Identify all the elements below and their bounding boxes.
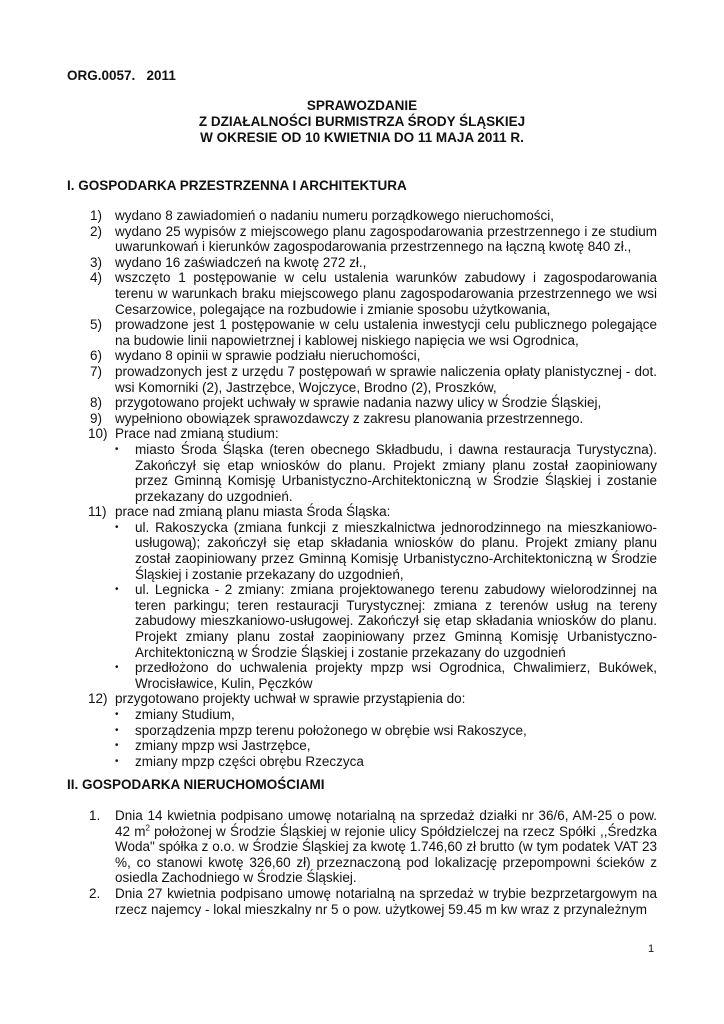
item-text: wszczęto 1 postępowanie w celu ustalenia warunków zabudowy i zagospodarowania terenu w warunkach braku miejscowego planu zagospodarowania przestrzennego we wsi Cesarzowice, polegające na rozbudowie i zmianie sposobu użytkowania, bbox=[115, 270, 657, 317]
item-number: 3) bbox=[90, 254, 103, 270]
bullet-text: zmiany mpzp części obrębu Rzeczyca bbox=[135, 753, 364, 769]
title-line-3: W OKRESIE OD 10 KWIETNIA DO 11 MAJA 2011 R. bbox=[200, 130, 524, 145]
section-heading-spatial-planning: I. GOSPODARKA PRZESTRZENNA I ARCHITEKTURA bbox=[67, 178, 407, 193]
bullet-icon: • bbox=[115, 755, 119, 767]
item-text: przygotowano projekt uchwały w sprawie nadania nazwy ulicy w Środzie Śląskiej, bbox=[115, 395, 602, 411]
list-item bbox=[67, 364, 657, 395]
bullet-item bbox=[115, 707, 657, 723]
bullet-text: miasto Środa Śląska (teren obecnego Składbudu, i dawna restauracja Turystyczna). Zakończył się etap wniosków do planu. Projekt zmiany planu został zaopiniowany przez Gminną Komisję Urbanistyczno-Architektoniczną w Środzie Śląskiej i zostanie przekazany do uzgodnień. bbox=[135, 441, 657, 504]
list-item bbox=[67, 255, 657, 271]
bullet-icon: • bbox=[115, 709, 119, 720]
item-number: 1. bbox=[89, 808, 101, 823]
list-item bbox=[67, 270, 657, 317]
bullet-icon: • bbox=[115, 443, 119, 455]
item-number: 4) bbox=[90, 270, 103, 286]
item-text: Dnia 14 kwietnia podpisano umowę notarialną na sprzedaż działki nr 36/6, AM-25 o pow. 42 m bbox=[115, 808, 657, 839]
bullet-icon: • bbox=[115, 584, 119, 596]
title-line-1: SPRAWOZDANIE bbox=[306, 98, 418, 113]
item-number: 5) bbox=[90, 317, 103, 333]
list-item bbox=[67, 208, 657, 224]
bullet-text: zmiany Studium, bbox=[135, 707, 235, 722]
item-text: prace nad zmianą planu miasta Środa Śląska: bbox=[115, 504, 391, 520]
item-text: wydano 25 wypisów z miejscowego planu zagospodarowania przestrzennego i ze studium uwarunkowań i kierunków zagospodarowania przestrzennego na łączną kwotę 840 zł., bbox=[115, 223, 657, 255]
item-text: wypełniono obowiązek sprawozdawczy z zakresu planowania przestrzennego. bbox=[115, 410, 584, 426]
item-number: 8) bbox=[90, 395, 103, 411]
item-number: 2. bbox=[89, 885, 101, 901]
superscript: 2 bbox=[145, 823, 150, 833]
real-estate-list bbox=[67, 808, 657, 917]
list-item bbox=[67, 395, 657, 411]
item-number: 12) bbox=[88, 691, 108, 707]
list-item bbox=[67, 426, 657, 504]
item-text: Prace nad zmianą studium: bbox=[115, 426, 279, 442]
list-item bbox=[67, 411, 657, 427]
item-text-continued: położonej w Środzie Śląskiej w rejonie ulicy Spółdzielczej na rzecz Spółki ,,Średzka Woda" spółka z o.o. w Środzie Śląskiej za kwotę 1.746,60 zł brutto (w tym podatek VAT 23 %, co stanowi kwotę 326,60 zł) przeznaczoną pod lokalizację przepompowni ścieków z osiedla Zachodniego w Środzie Śląskiej. bbox=[115, 823, 657, 886]
item-number: 7) bbox=[90, 363, 103, 379]
list-item bbox=[67, 808, 657, 886]
bullet-list bbox=[115, 520, 657, 692]
item-text: przygotowano projekty uchwał w sprawie przystąpienia do: bbox=[115, 691, 466, 707]
item-text: wydano 8 opinii w sprawie podziału nieruchomości, bbox=[115, 348, 421, 364]
item-text: wydano 16 zaświadczeń na kwotę 272 zł., bbox=[115, 254, 367, 270]
section-heading-real-estate: II. GOSPODARKA NIERUCHOMOŚCIAMI bbox=[67, 777, 325, 792]
bullet-list bbox=[115, 707, 657, 769]
bullet-item bbox=[115, 660, 657, 691]
item-number: 9) bbox=[90, 410, 103, 426]
bullet-text: ul. Rakoszycka (zmiana funkcji z mieszkalnictwa jednorodzinnego na mieszkaniowo-usługową); zakończył się etap składania wniosków do planu. Projekt zmiany planu został zaopiniowany przez Gminną Komisję Urbanistyczno-Architektoniczną w Środzie Śląskiej i zostanie przekazany do uzgodnień, bbox=[135, 519, 657, 582]
item-text: Dnia 27 kwietnia podpisano umowę notarialną na sprzedaż w trybie bezprzetargowym na rzecz najemcy - lokal mieszkalny nr 5 o pow. użytkowej 59.45 m kw wraz z przynależnym bbox=[115, 885, 657, 917]
page-number: 1 bbox=[648, 943, 655, 955]
item-number: 1) bbox=[90, 208, 103, 223]
list-item bbox=[67, 886, 657, 917]
spatial-planning-list bbox=[67, 208, 657, 769]
list-item bbox=[67, 691, 657, 769]
report-title bbox=[67, 98, 657, 146]
item-text: prowadzonych jest z urzędu 7 postępowań w sprawie naliczenia opłaty planistycznej - dot. wsi Komorniki (2), Jastrzębce, Wojczyce, Brodno (2), Proszków, bbox=[115, 363, 657, 395]
item-text: prowadzone jest 1 postępowanie w celu ustalenia inwestycji celu publicznego polegające na budowie linii napowietrznej i kablowej niskiego napięcia we wsi Ogrodnica, bbox=[115, 317, 657, 348]
bullet-icon: • bbox=[115, 724, 119, 736]
bullet-item bbox=[115, 520, 657, 582]
bullet-icon: • bbox=[115, 521, 119, 533]
list-item bbox=[67, 224, 657, 255]
bullet-icon: • bbox=[115, 740, 119, 752]
list-item bbox=[67, 317, 657, 348]
document-reference: ORG.0057. 2011 bbox=[67, 68, 176, 83]
list-item bbox=[67, 504, 657, 691]
bullet-item bbox=[115, 738, 657, 754]
bullet-text: zmiany mpzp wsi Jastrzębce, bbox=[135, 738, 311, 754]
bullet-text: ul. Legnicka - 2 zmiany: zmiana projektowanego terenu zabudowy wielorodzinnej na teren parkingu; teren restauracji Turystycznej: zmiana z terenów usług na tereny zabudowy mieszkaniowo-usługowej. Zakończył się etap składania wniosków do planu. Projekt zmiany planu został zaopiniowany przez Gminną Komisję Urbanistyczno-Architektoniczną w Środzie Śląskiej i zostanie przekazany do uzgodnień bbox=[135, 582, 657, 660]
bullet-item bbox=[115, 442, 657, 504]
item-number: 10) bbox=[88, 426, 108, 442]
bullet-item bbox=[115, 754, 657, 770]
list-item bbox=[67, 348, 657, 364]
item-number: 11) bbox=[88, 504, 107, 520]
bullet-list bbox=[115, 442, 657, 504]
bullet-text: przedłożono do uchwalenia projekty mpzp wsi Ogrodnica, Chwalimierz, Bukówek, Wrocisławice, Kulin, Pęczków bbox=[135, 660, 657, 691]
title-line-2: Z DZIAŁALNOŚCI BURMISTRZA ŚRODY ŚLĄSKIEJ bbox=[198, 114, 526, 129]
item-text: wydano 8 zawiadomień o nadaniu numeru porządkowego nieruchomości, bbox=[115, 208, 555, 223]
bullet-icon: • bbox=[115, 662, 119, 674]
bullet-text: sporządzenia mpzp terenu położonego w obrębie wsi Rakoszyce, bbox=[135, 722, 527, 738]
bullet-item bbox=[115, 723, 657, 739]
item-number: 2) bbox=[90, 223, 103, 239]
item-number: 6) bbox=[90, 348, 103, 364]
bullet-item bbox=[115, 582, 657, 660]
